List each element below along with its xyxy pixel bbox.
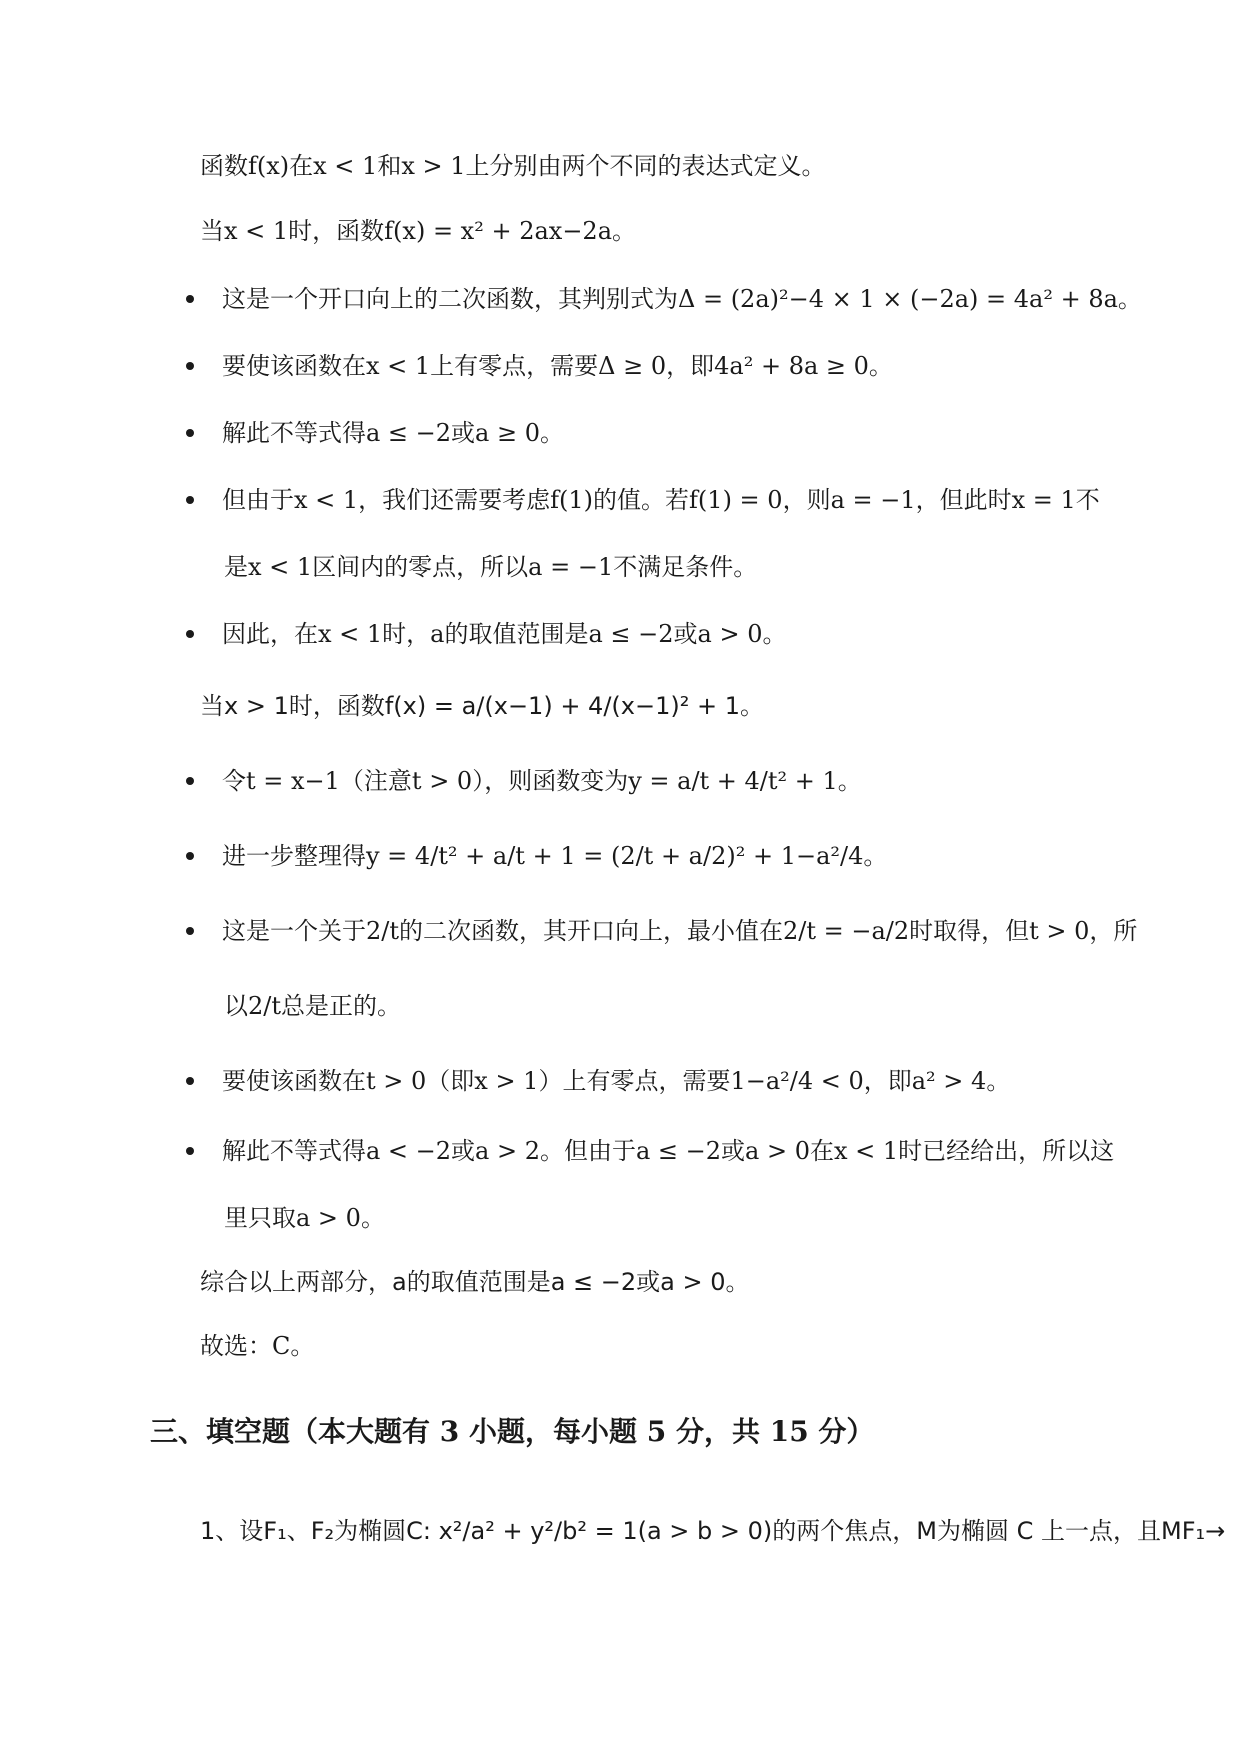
bullet-solve-inequality: 解此不等式得a ≤ −2或a ≥ 0。	[186, 417, 1241, 449]
bullet-icon	[186, 1147, 194, 1155]
bullet-icon	[186, 295, 194, 303]
bullet-range-x-less-1: 因此，在x < 1时，a的取值范围是a ≤ −2或a > 0。	[186, 618, 1241, 650]
bullet-complete-square: 进一步整理得y = 4/t² + a/t + 1 = (2/t + a/2)² + 1−a²/4。	[186, 840, 1241, 872]
paragraph-answer: 故选：C。	[200, 1332, 315, 1360]
bullet-f1-check-cont: 是x < 1区间内的零点，所以a = −1不满足条件。	[224, 553, 758, 581]
bullet-icon	[186, 777, 194, 785]
paragraph-conclusion: 综合以上两部分，a的取值范围是a ≤ −2或a > 0。	[200, 1268, 750, 1296]
paragraph-intro: 函数f(x)在x < 1和x > 1上分别由两个不同的表达式定义。	[200, 152, 826, 180]
paragraph-case-x-less-1: 当x < 1时，函数f(x) = x² + 2ax−2a。	[200, 217, 637, 245]
bullet-icon	[186, 1077, 194, 1085]
bullet-final-range-cont: 里只取a > 0。	[224, 1204, 385, 1232]
bullet-final-range: 解此不等式得a < −2或a > 2。但由于a ≤ −2或a > 0在x < 1时已经给出，所以这	[186, 1135, 1241, 1167]
bullet-discriminant: 这是一个开口向上的二次函数，其判别式为Δ = (2a)²−4 × 1 × (−2a) = 4a² + 8a。	[186, 283, 1241, 315]
bullet-icon	[186, 630, 194, 638]
bullet-icon	[186, 429, 194, 437]
bullet-f1-check: 但由于x < 1，我们还需要考虑f(1)的值。若f(1) = 0，则a = −1，但此时x = 1不	[186, 484, 1241, 516]
paragraph-case-x-greater-1: 当x > 1时，函数f(x) = a/(x−1) + 4/(x−1)² + 1。	[200, 692, 764, 720]
bullet-zero-condition: 要使该函数在x < 1上有零点，需要Δ ≥ 0，即4a² + 8a ≥ 0。	[186, 350, 1241, 382]
bullet-substitution: 令t = x−1（注意t > 0），则函数变为y = a/t + 4/t² + 1。	[186, 765, 1241, 797]
bullet-icon	[186, 852, 194, 860]
bullet-icon	[186, 362, 194, 370]
bullet-minimum: 这是一个关于2/t的二次函数，其开口向上，最小值在2/t = −a/2时取得，但t > 0，所	[186, 915, 1241, 947]
bullet-icon	[186, 496, 194, 504]
bullet-zero-x-greater-1: 要使该函数在t > 0（即x > 1）上有零点，需要1−a²/4 < 0，即a² > 4。	[186, 1065, 1241, 1097]
section-title: 三、填空题（本大题有 3 小题，每小题 5 分，共 15 分）	[150, 1415, 875, 1448]
bullet-icon	[186, 927, 194, 935]
bullet-minimum-cont: 以2/t总是正的。	[224, 992, 401, 1020]
question-1: 1、设F₁、F₂为椭圆C: x²/a² + y²/b² = 1(a > b > 0)的两个焦点，M为椭圆 C 上一点，且MF₁→	[200, 1517, 1226, 1545]
